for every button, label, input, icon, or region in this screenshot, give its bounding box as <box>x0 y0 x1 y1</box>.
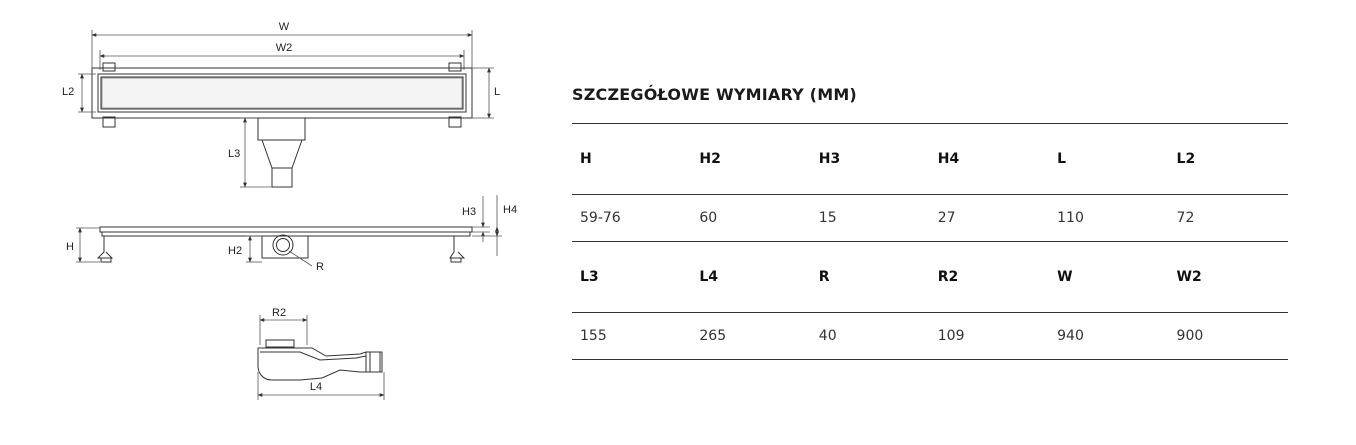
dim-value-cell: 109 <box>937 328 965 344</box>
dimensions-value-row <box>572 313 1288 360</box>
dimensions-header-row <box>572 242 1288 313</box>
dim-header-cell: R <box>818 269 830 285</box>
dim-value-cell: 940 <box>1057 328 1084 344</box>
dim-value-cell: 40 <box>818 328 837 344</box>
dimensions-title: SZCZEGÓŁOWE WYMIARY (MM) <box>572 85 857 104</box>
dim-header-cell: R2 <box>937 269 959 285</box>
dim-header-cell: H2 <box>699 151 721 167</box>
top-view <box>62 21 500 187</box>
dimensions-table <box>572 123 1288 360</box>
dimensions-value-row <box>572 195 1288 242</box>
dim-value-cell: 27 <box>937 210 956 226</box>
dim-header-cell: L <box>1057 151 1067 167</box>
dim-label-h3: H3 <box>462 206 477 218</box>
dim-value-cell: 60 <box>699 210 718 226</box>
dim-header-cell: L4 <box>699 269 719 285</box>
side-view <box>66 195 517 273</box>
technical-drawing <box>0 0 560 445</box>
dim-header-cell: H3 <box>818 151 841 167</box>
trap-detail <box>258 307 384 400</box>
dimensions-header-row <box>572 124 1288 195</box>
dim-header-cell: W <box>1057 269 1073 285</box>
dim-label-l: L <box>494 86 501 98</box>
dim-label-r2: R2 <box>272 307 287 319</box>
dim-value-cell: 59-76 <box>580 210 621 226</box>
dim-value-cell: 72 <box>1176 210 1195 226</box>
dim-value-cell: 15 <box>818 210 837 226</box>
dim-label-h4: H4 <box>503 204 518 216</box>
dim-label-h: H <box>66 241 74 253</box>
dim-label-l2: L2 <box>62 86 75 98</box>
dim-label-h2: H2 <box>228 245 243 257</box>
dim-value-cell: 265 <box>699 328 727 344</box>
dim-value-cell: 110 <box>1057 210 1084 226</box>
dim-header-cell: W2 <box>1176 269 1202 285</box>
dim-label-w2: W2 <box>275 42 293 54</box>
dim-header-cell: L2 <box>1176 151 1196 167</box>
dim-label-l4: L4 <box>309 381 323 393</box>
dimensions-panel <box>572 80 1288 360</box>
dim-label-w: W <box>278 21 290 33</box>
dim-label-l3: L3 <box>228 148 241 160</box>
dim-value-cell: 155 <box>580 328 607 344</box>
dim-value-cell: 900 <box>1176 328 1204 344</box>
dim-header-cell: H <box>580 151 592 167</box>
dim-header-cell: H4 <box>937 151 960 167</box>
dim-label-r: R <box>316 261 324 273</box>
dim-header-cell: L3 <box>580 269 599 285</box>
